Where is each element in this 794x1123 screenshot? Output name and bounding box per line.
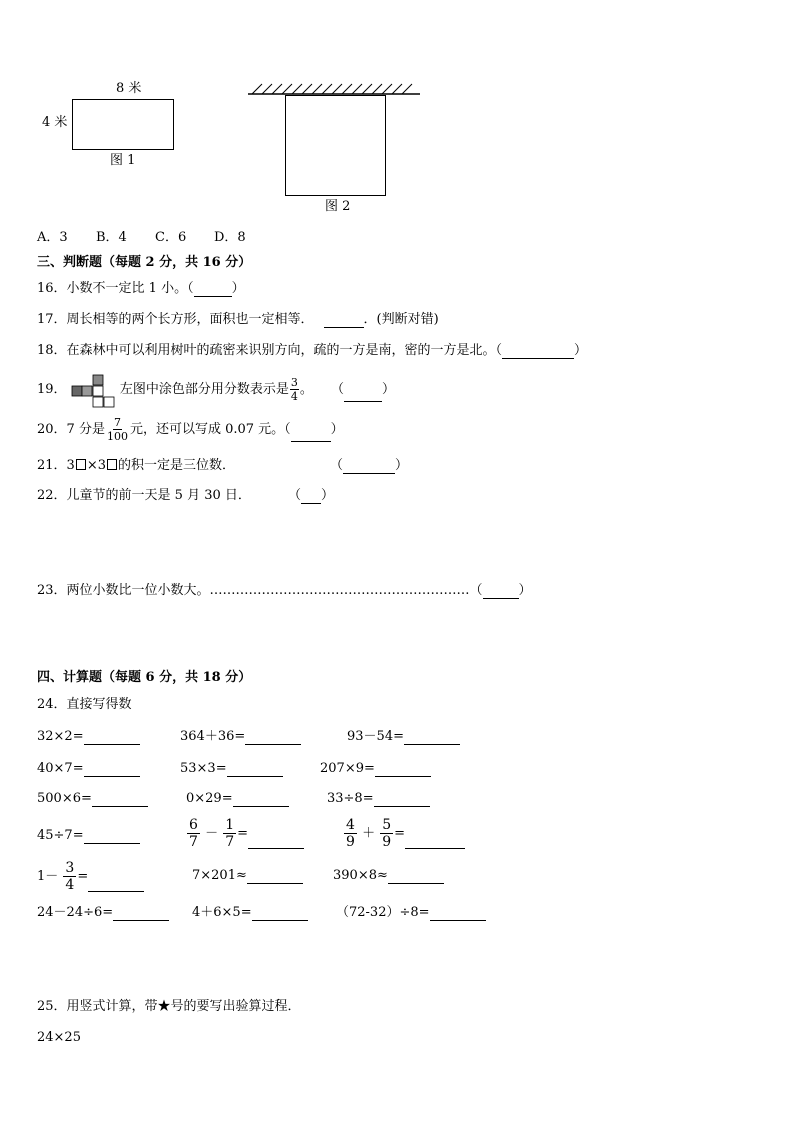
q21-answer-blank[interactable]: [343, 460, 395, 474]
fig2-caption: 图 2: [325, 199, 351, 214]
q19-answer-blank[interactable]: [344, 388, 382, 402]
q17-text: 17．周长相等的两个长方形，面积也一定相等．: [37, 312, 314, 327]
q20-answer-blank[interactable]: [291, 428, 331, 442]
q21-pre: 21．3: [37, 458, 75, 473]
choice-d: D．8: [214, 230, 246, 245]
q23-text: 23．两位小数比一位小数大。……………………………………………………（: [37, 583, 483, 598]
calc-answer-blank[interactable]: [388, 870, 444, 884]
q19-fraction: $\frac{3}{4}$: [290, 376, 298, 403]
calc-r3-c: 33÷8=: [327, 792, 430, 807]
q19-paren-open: （: [331, 382, 345, 397]
calc-answer-blank[interactable]: [247, 870, 303, 884]
q16-text: 16．小数不一定比 1 小。（: [37, 281, 194, 296]
q18-answer-blank[interactable]: [502, 345, 574, 359]
calc-answer-blank[interactable]: [375, 763, 431, 777]
q24-title: 24．直接写得数: [37, 697, 132, 712]
calc-r1-a: 32×2=: [37, 730, 140, 745]
calc-answer-blank[interactable]: [405, 835, 465, 849]
q20-fraction: $\frac{7}{100}$: [106, 416, 128, 443]
section3-title: 三、判断题（每题 2 分，共 16 分）: [37, 255, 252, 270]
q21-box-2: [107, 459, 117, 470]
choice-b: B．4: [96, 230, 127, 245]
calc-r6-a: 24－24÷6=: [37, 906, 169, 921]
q16-answer-blank[interactable]: [194, 283, 232, 297]
q16: [37, 282, 245, 297]
fig2-square: [285, 95, 386, 196]
calc-r4-b: $\frac{6}{7}$ － $\frac{1}{7}$ =: [186, 818, 304, 849]
q20-text: 元，还可以写成 0.07 元。（: [129, 422, 291, 437]
q19-after: 。: [299, 382, 313, 397]
calc-answer-blank[interactable]: [430, 907, 486, 921]
calc-r2-c: 207×9=: [320, 762, 431, 777]
q23-paren: ）: [518, 583, 532, 598]
calc-r6-c: （72-32）÷8=: [336, 906, 486, 921]
q19-grid-figure: [71, 383, 116, 397]
choice-a: A．3: [37, 230, 68, 245]
calc-r1-c: 93－54=: [347, 730, 460, 745]
q25-title: 25．用竖式计算，带★号的要写出验算过程．: [37, 999, 301, 1014]
q21-mid: ×3: [86, 458, 106, 473]
q22-paren-open: （: [288, 488, 302, 503]
q21-answer: [330, 459, 408, 474]
calc-answer-blank[interactable]: [84, 763, 140, 777]
q20-pre: 20．7 分是: [37, 422, 105, 437]
q22-paren-close: ）: [321, 488, 335, 503]
q17-answer-blank[interactable]: [324, 314, 364, 328]
calc-r4-a: 45÷7=: [37, 829, 140, 844]
calc-r5-c: 390×8≈: [333, 869, 444, 884]
q21-text: 的积一定是三位数．: [118, 458, 236, 473]
fig1-caption: 图 1: [110, 153, 136, 168]
calc-r2-a: 40×7=: [37, 762, 140, 777]
q19-text: 左图中涂色部分用分数表示是: [119, 382, 289, 397]
calc-answer-blank[interactable]: [84, 830, 140, 844]
calc-r4-b-frac1: $\frac{6}{7}$: [189, 817, 198, 850]
calc-r4-c-frac1: $\frac{4}{9}$: [346, 817, 355, 850]
q19-paren-close: ）: [382, 382, 396, 397]
calc-answer-blank[interactable]: [245, 731, 301, 745]
q17-suffix: ．(判断对错): [363, 312, 439, 327]
calc-answer-blank[interactable]: [248, 835, 304, 849]
choice-c: C．6: [155, 230, 187, 245]
q17: [37, 313, 439, 328]
calc-r4-b-frac2: $\frac{1}{7}$: [225, 817, 235, 850]
fig1-height-label: 4 米: [42, 115, 68, 130]
q22-text: 22．儿童节的前一天是 5 月 30 日．: [37, 488, 251, 503]
q18-text: 18．在森林中可以利用树叶的疏密来识别方向，疏的一方是南，密的一方是北。（: [37, 343, 503, 358]
calc-r6-b: 4＋6×5=: [192, 906, 308, 921]
calc-answer-blank[interactable]: [233, 793, 289, 807]
section4-title: 四、计算题（每题 6 分，共 18 分）: [37, 670, 252, 685]
q21-paren-open: （: [330, 458, 344, 473]
fig1-rectangle: [72, 99, 174, 150]
q23: [37, 584, 532, 599]
calc-answer-blank[interactable]: [227, 763, 283, 777]
calc-answer-blank[interactable]: [88, 878, 144, 892]
q20: [37, 417, 344, 442]
q25-expression: 24×25: [37, 1030, 81, 1045]
q21-paren-close: ）: [395, 458, 409, 473]
calc-answer-blank[interactable]: [92, 793, 148, 807]
q18: [37, 344, 587, 359]
calc-answer-blank[interactable]: [404, 731, 460, 745]
calc-answer-blank[interactable]: [252, 907, 308, 921]
calc-r5-a: 1－ $\frac{3}{4}$ =: [37, 861, 144, 892]
calc-r5-a-frac: $\frac{3}{4}$: [65, 860, 75, 893]
calc-r3-b: 0×29=: [186, 792, 289, 807]
calc-r1-b: 364＋36=: [180, 730, 301, 745]
fig2-wall-hatch: [248, 82, 420, 96]
fig1-width-label: 8 米: [116, 81, 142, 96]
calc-r2-b: 53×3=: [180, 762, 283, 777]
calc-answer-blank[interactable]: [84, 731, 140, 745]
q20-paren: ）: [330, 422, 344, 437]
calc-r4-c-frac2: $\frac{5}{9}$: [382, 817, 392, 850]
q18-paren: ）: [574, 343, 588, 358]
calc-r4-c: $\frac{4}{9}$ ＋ $\frac{5}{9}$ =: [343, 818, 465, 849]
q22: [37, 489, 251, 504]
q19: [37, 377, 395, 402]
calc-r3-a: 500×6=: [37, 792, 148, 807]
q23-answer-blank[interactable]: [483, 585, 519, 599]
calc-answer-blank[interactable]: [113, 907, 169, 921]
q16-paren: ）: [231, 281, 245, 296]
q22-answer: [288, 489, 334, 504]
q21: [37, 459, 235, 474]
q22-answer-blank[interactable]: [301, 490, 321, 504]
q19-number: 19．: [37, 382, 67, 397]
calc-answer-blank[interactable]: [374, 793, 430, 807]
q21-box-1: [76, 459, 86, 470]
calc-r5-b: 7×201≈: [192, 869, 303, 884]
